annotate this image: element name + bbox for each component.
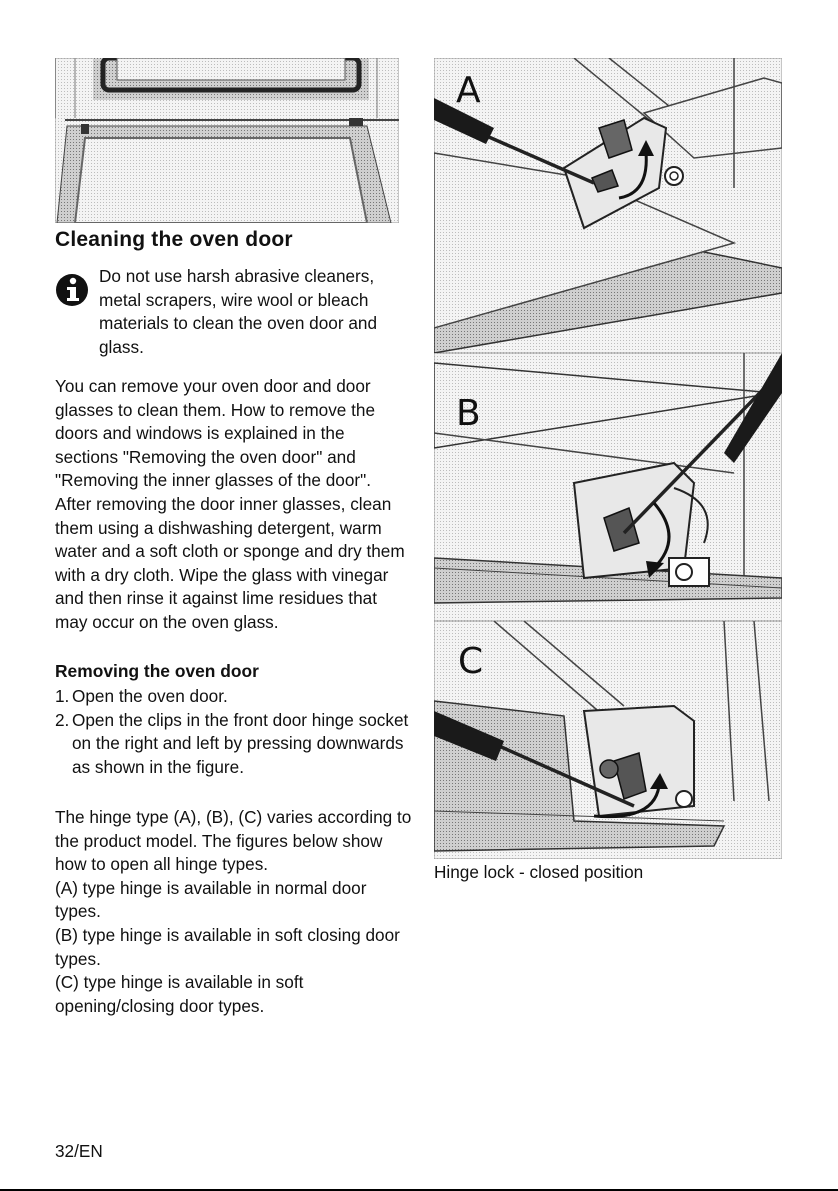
oven-door-photo (55, 58, 399, 223)
page-title: Cleaning the oven door (55, 228, 293, 251)
hinge-figure-a (434, 58, 782, 353)
page-number: 32/EN (55, 1141, 103, 1161)
step-text: Open the clips in the front door hinge socket on the right and left by pressing downwards as shown in the figure. (72, 709, 409, 777)
step-text: Open the oven door. (72, 686, 228, 706)
info-paragraph: (B) type hinge is available in soft closing door types. (55, 924, 400, 969)
intro-paragraph: You can remove your oven door and door glasses to clean them. How to remove the doors and windows is explained in the sections "Removing the oven door" and "Removing the inner glasses of the door". After removing the door inner glasses, clean them using a dishwashing detergent, warm water and a soft cloth or sponge and dry them with a dry cloth. Wipe the glass with vinegar and then rinse it against lime residues that may occur on the oven glass. (55, 376, 405, 632)
step-number: 1. (55, 686, 70, 706)
list-item (55, 685, 410, 709)
figure-label-c: C (458, 641, 484, 682)
figure-label-b: B (456, 393, 481, 434)
section-heading: Removing the oven door (55, 661, 259, 681)
step-number: 2. (55, 709, 70, 730)
list-item (55, 709, 410, 780)
warning-text: Do not use harsh abrasive cleaners, metal scrapers, wire wool or bleach materials to clean the oven door and glass. (99, 266, 378, 357)
figure-caption: Hinge lock - closed position (434, 862, 644, 882)
hinge-type-info (55, 806, 415, 1018)
steps-list (55, 685, 410, 779)
figure-label-a: A (456, 70, 481, 111)
hinge-figure-b (434, 353, 782, 621)
hinge-figure-c (434, 621, 782, 859)
info-paragraph: (C) type hinge is available in soft opening/closing door types. (55, 972, 304, 1016)
info-paragraph: (A) type hinge is available in normal door types. (55, 877, 367, 922)
info-paragraph: The hinge type (A), (B), (C) varies according to the product model. The figures below show how to open all hinge types. (55, 807, 412, 875)
info-icon (55, 273, 89, 307)
